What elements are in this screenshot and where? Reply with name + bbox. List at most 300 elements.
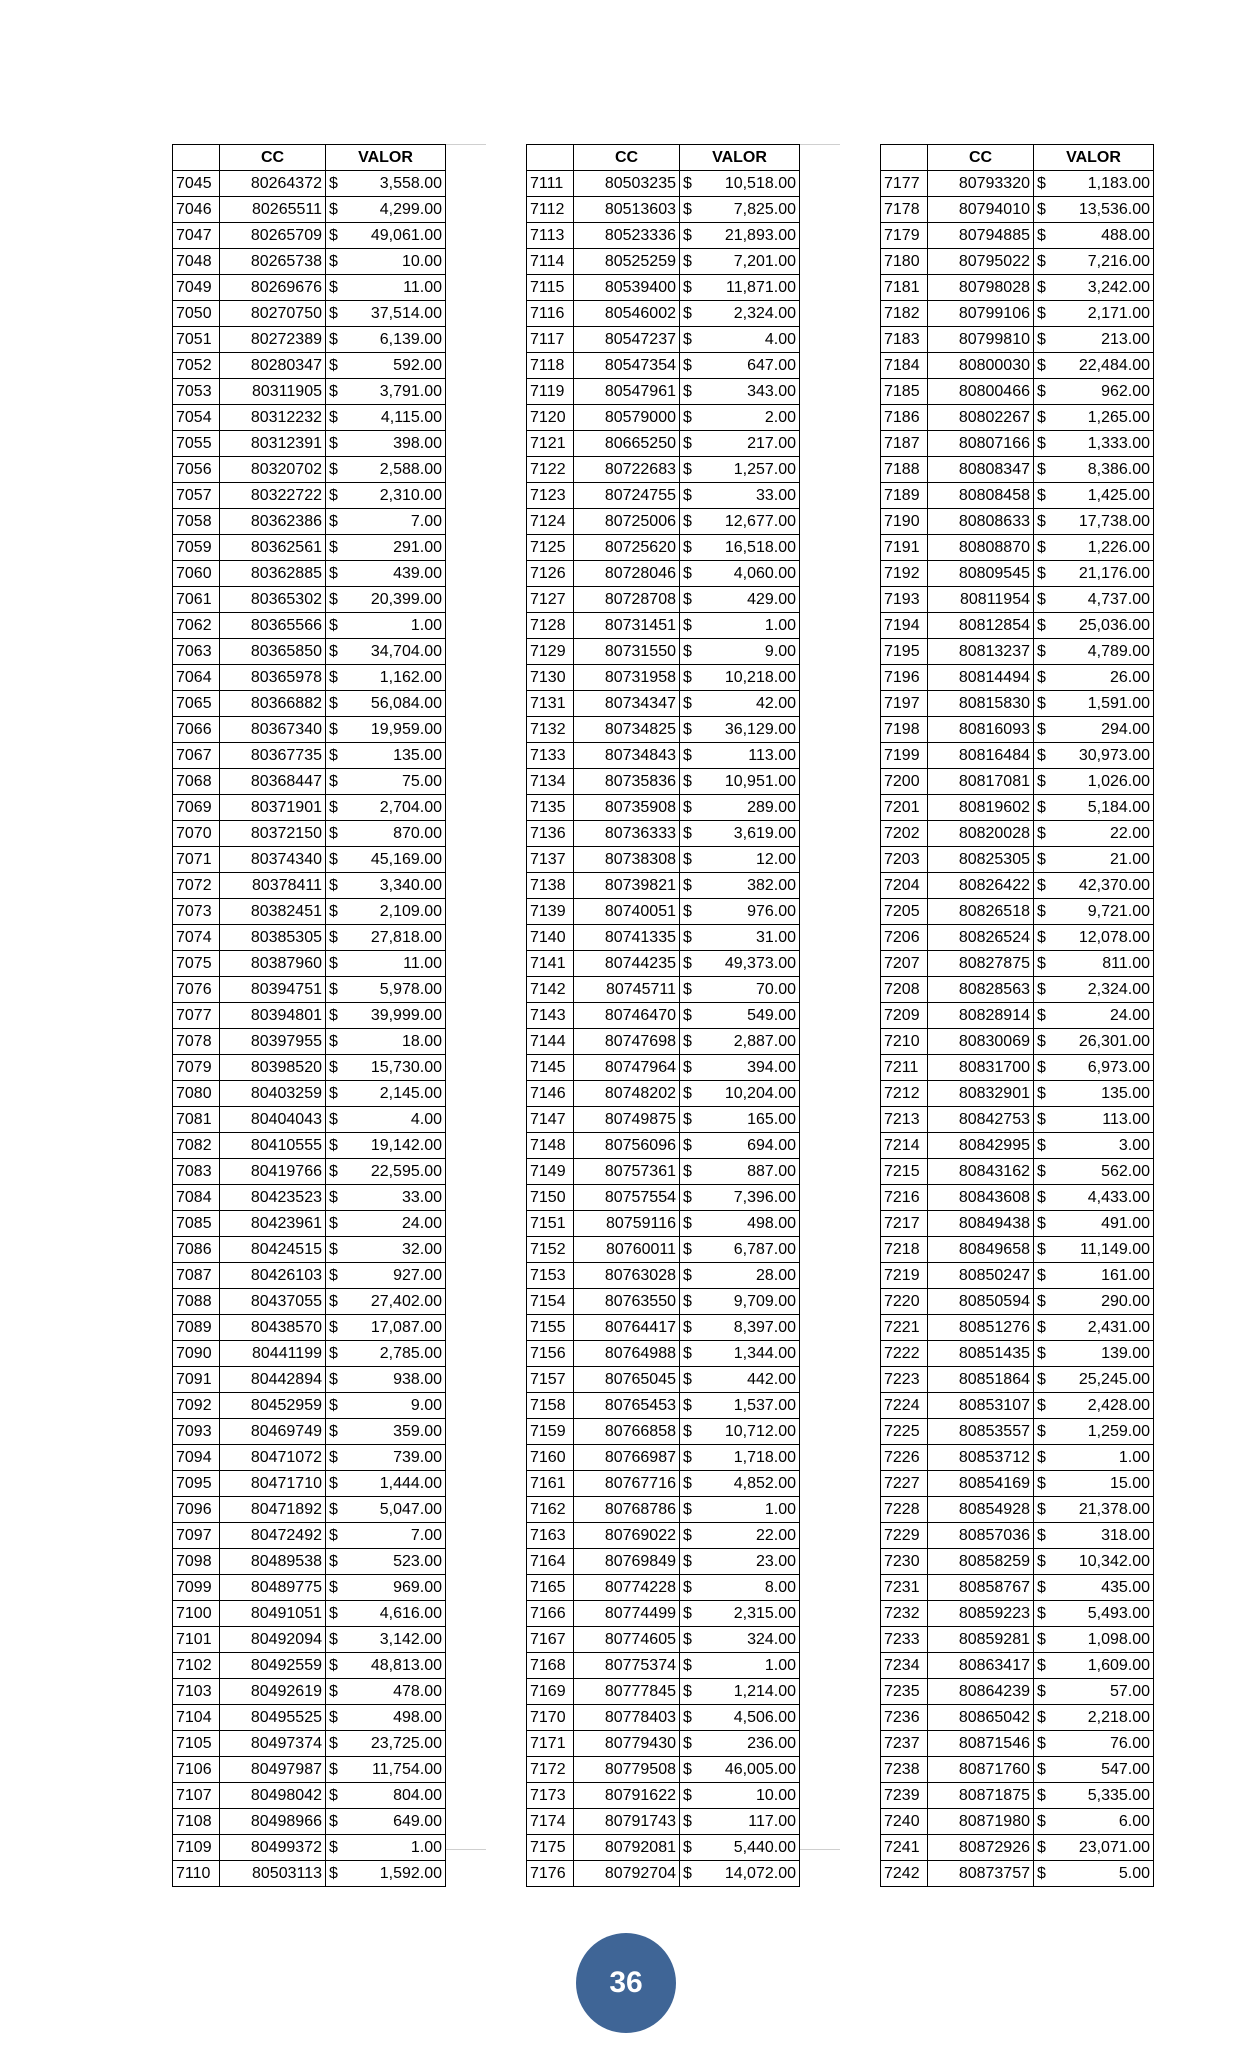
table-row [173, 717, 446, 743]
amount: 6,139.00 [379, 331, 442, 348]
amount: 382.00 [747, 877, 796, 894]
valor-cell [1034, 1367, 1154, 1393]
amount: 804.00 [393, 1787, 442, 1804]
row-index: 7194 [881, 613, 928, 639]
cc-cell: 80472492 [220, 1523, 326, 1549]
amount: 2,109.00 [379, 903, 442, 920]
table-row [527, 847, 800, 873]
currency-symbol: $ [683, 929, 692, 946]
table-row [527, 353, 800, 379]
table-row [527, 1809, 800, 1835]
cc-cell: 80497374 [220, 1731, 326, 1757]
valor-cell [1034, 717, 1154, 743]
amount: 25,245.00 [1078, 1371, 1150, 1388]
cc-cell: 80748202 [574, 1081, 680, 1107]
amount: 1,259.00 [1087, 1423, 1150, 1440]
row-index: 7171 [527, 1731, 574, 1757]
row-index: 7144 [527, 1029, 574, 1055]
row-index: 7235 [881, 1679, 928, 1705]
cc-cell: 80816093 [928, 717, 1034, 743]
table-row [881, 977, 1154, 1003]
cc-cell: 80387960 [220, 951, 326, 977]
amount: 117.00 [748, 1813, 796, 1830]
row-index: 7230 [881, 1549, 928, 1575]
table-row [881, 769, 1154, 795]
row-index: 7192 [881, 561, 928, 587]
cc-cell: 80741335 [574, 925, 680, 951]
amount: 2,704.00 [379, 799, 442, 816]
cc-cell: 80403259 [220, 1081, 326, 1107]
currency-symbol: $ [329, 955, 338, 972]
cc-cell: 80802267 [928, 405, 1034, 431]
currency-symbol: $ [329, 1137, 338, 1154]
valor-cell [326, 691, 446, 717]
amount: 7,216.00 [1087, 253, 1150, 270]
amount: 9,721.00 [1087, 903, 1150, 920]
amount: 10,951.00 [724, 773, 796, 790]
row-index: 7116 [527, 301, 574, 327]
cc-cell: 80442894 [220, 1367, 326, 1393]
amount: 3,340.00 [379, 877, 442, 894]
currency-symbol: $ [1037, 1579, 1046, 1596]
row-index: 7067 [173, 743, 220, 769]
valor-cell [680, 457, 800, 483]
amount: 398.00 [393, 435, 442, 452]
amount: 23,725.00 [370, 1735, 442, 1752]
table-row [881, 1133, 1154, 1159]
cc-cell: 80826524 [928, 925, 1034, 951]
amount: 10,204.00 [724, 1085, 796, 1102]
table-row [527, 171, 800, 197]
row-index: 7188 [881, 457, 928, 483]
valor-cell [1034, 1575, 1154, 1601]
currency-symbol: $ [683, 1631, 692, 1648]
amount: 1.00 [410, 617, 442, 634]
table-row [173, 1523, 446, 1549]
cc-cell: 80853557 [928, 1419, 1034, 1445]
currency-symbol: $ [1037, 565, 1046, 582]
cc-cell: 80792704 [574, 1861, 680, 1887]
table-row [527, 951, 800, 977]
row-index: 7096 [173, 1497, 220, 1523]
column-header-cc: CC [220, 145, 326, 171]
cc-cell: 80828914 [928, 1003, 1034, 1029]
table-row [527, 587, 800, 613]
amount: 17,738.00 [1078, 513, 1150, 530]
currency-symbol: $ [683, 617, 692, 634]
table-row [881, 275, 1154, 301]
valor-cell [680, 223, 800, 249]
amount: 2,887.00 [733, 1033, 796, 1050]
row-index: 7073 [173, 899, 220, 925]
valor-cell [680, 379, 800, 405]
cc-cell: 80311905 [220, 379, 326, 405]
valor-cell [680, 1341, 800, 1367]
valor-cell [326, 1783, 446, 1809]
table-row [527, 561, 800, 587]
row-index: 7120 [527, 405, 574, 431]
valor-cell [326, 249, 446, 275]
amount: 22.00 [755, 1527, 796, 1544]
cc-cell: 80746470 [574, 1003, 680, 1029]
currency-symbol: $ [1037, 1007, 1046, 1024]
amount: 5,493.00 [1087, 1605, 1150, 1622]
row-index: 7141 [527, 951, 574, 977]
cc-cell: 80394751 [220, 977, 326, 1003]
amount: 17,087.00 [370, 1319, 442, 1336]
cc-cell: 80365850 [220, 639, 326, 665]
valor-cell [1034, 301, 1154, 327]
valor-cell [680, 925, 800, 951]
amount: 4,060.00 [733, 565, 796, 582]
valor-cell [1034, 1237, 1154, 1263]
row-index: 7133 [527, 743, 574, 769]
valor-cell [680, 899, 800, 925]
currency-symbol: $ [329, 1839, 338, 1856]
amount: 10,518.00 [724, 175, 796, 192]
table-row [881, 899, 1154, 925]
row-index: 7062 [173, 613, 220, 639]
currency-symbol: $ [329, 981, 338, 998]
amount: 8,397.00 [733, 1319, 796, 1336]
row-index: 7121 [527, 431, 574, 457]
row-index: 7220 [881, 1289, 928, 1315]
row-index: 7069 [173, 795, 220, 821]
valor-cell [680, 691, 800, 717]
valor-cell [1034, 769, 1154, 795]
table-row [881, 1861, 1154, 1887]
row-index: 7229 [881, 1523, 928, 1549]
currency-symbol: $ [1037, 383, 1046, 400]
row-index: 7234 [881, 1653, 928, 1679]
table-row [173, 899, 446, 925]
amount: 498.00 [393, 1709, 442, 1726]
amount: 5,047.00 [379, 1501, 442, 1518]
currency-symbol: $ [683, 1657, 692, 1674]
amount: 10.00 [401, 253, 442, 270]
table-row [527, 1861, 800, 1887]
valor-cell [326, 379, 446, 405]
table-row [527, 1263, 800, 1289]
row-index: 7045 [173, 171, 220, 197]
table-row [881, 249, 1154, 275]
cc-cell: 80365566 [220, 613, 326, 639]
row-index: 7072 [173, 873, 220, 899]
row-index: 7197 [881, 691, 928, 717]
table-row [173, 873, 446, 899]
valor-cell [1034, 691, 1154, 717]
table-row [527, 1705, 800, 1731]
currency-symbol: $ [1037, 1189, 1046, 1206]
valor-cell [680, 483, 800, 509]
cc-cell: 80426103 [220, 1263, 326, 1289]
amount: 4,299.00 [379, 201, 442, 218]
table-row [527, 639, 800, 665]
table-row [173, 1185, 446, 1211]
currency-symbol: $ [683, 1683, 692, 1700]
currency-symbol: $ [1037, 331, 1046, 348]
valor-cell [680, 743, 800, 769]
currency-symbol: $ [329, 357, 338, 374]
currency-symbol: $ [329, 1007, 338, 1024]
valor-cell [680, 717, 800, 743]
amount: 12,078.00 [1078, 929, 1150, 946]
table-row [527, 1757, 800, 1783]
amount: 39,999.00 [370, 1007, 442, 1024]
currency-symbol: $ [683, 981, 692, 998]
cc-cell: 80744235 [574, 951, 680, 977]
amount: 739.00 [393, 1449, 442, 1466]
row-index: 7128 [527, 613, 574, 639]
cc-cell: 80811954 [928, 587, 1034, 613]
cc-cell: 80766858 [574, 1419, 680, 1445]
amount: 56,084.00 [370, 695, 442, 712]
currency-symbol: $ [683, 1007, 692, 1024]
amount: 7,825.00 [733, 201, 796, 218]
valor-cell [326, 1393, 446, 1419]
cc-cell: 80725620 [574, 535, 680, 561]
amount: 33.00 [755, 487, 796, 504]
valor-cell [680, 1107, 800, 1133]
amount: 962.00 [1101, 383, 1150, 400]
currency-symbol: $ [1037, 1761, 1046, 1778]
column-header-valor: VALOR [1034, 145, 1154, 171]
cc-cell: 80312391 [220, 431, 326, 457]
table-row [527, 223, 800, 249]
currency-symbol: $ [329, 1397, 338, 1414]
table-row [173, 613, 446, 639]
table-row [881, 1445, 1154, 1471]
row-index: 7104 [173, 1705, 220, 1731]
currency-symbol: $ [1037, 1657, 1046, 1674]
currency-symbol: $ [1037, 1813, 1046, 1830]
amount: 2,310.00 [379, 487, 442, 504]
row-index: 7203 [881, 847, 928, 873]
cc-cell: 80842753 [928, 1107, 1034, 1133]
amount: 1.00 [764, 1501, 796, 1518]
row-index: 7083 [173, 1159, 220, 1185]
currency-symbol: $ [1037, 1683, 1046, 1700]
currency-symbol: $ [683, 175, 692, 192]
table-row [173, 1133, 446, 1159]
table-row [173, 951, 446, 977]
currency-symbol: $ [683, 1033, 692, 1050]
table-row [173, 457, 446, 483]
amount: 887.00 [747, 1163, 796, 1180]
valor-cell [1034, 249, 1154, 275]
table-row [527, 1497, 800, 1523]
table-row [173, 301, 446, 327]
cc-cell: 80757361 [574, 1159, 680, 1185]
currency-symbol: $ [329, 1657, 338, 1674]
amount: 7,396.00 [733, 1189, 796, 1206]
cc-cell: 80759116 [574, 1211, 680, 1237]
table-row [173, 1835, 446, 1861]
amount: 22,484.00 [1078, 357, 1150, 374]
table-row [881, 1705, 1154, 1731]
cc-cell: 80498966 [220, 1809, 326, 1835]
cc-cell: 80441199 [220, 1341, 326, 1367]
table-row [527, 1341, 800, 1367]
valor-cell [326, 1523, 446, 1549]
currency-symbol: $ [1037, 513, 1046, 530]
valor-cell [680, 1185, 800, 1211]
amount: 7.00 [410, 1527, 442, 1544]
amount: 1,425.00 [1087, 487, 1150, 504]
row-index: 7056 [173, 457, 220, 483]
row-index: 7162 [527, 1497, 574, 1523]
amount: 9,709.00 [733, 1293, 796, 1310]
table-row [881, 1393, 1154, 1419]
valor-cell [326, 1081, 446, 1107]
amount: 27,818.00 [370, 929, 442, 946]
valor-cell [680, 1211, 800, 1237]
amount: 113.00 [1102, 1111, 1150, 1128]
cc-cell: 80872926 [928, 1835, 1034, 1861]
valor-cell [680, 1627, 800, 1653]
cc-cell: 80851864 [928, 1367, 1034, 1393]
currency-symbol: $ [1037, 279, 1046, 296]
cc-cell: 80374340 [220, 847, 326, 873]
currency-symbol: $ [1037, 955, 1046, 972]
table-row [881, 1185, 1154, 1211]
amount: 3,791.00 [379, 383, 442, 400]
amount: 1.00 [764, 1657, 796, 1674]
valor-cell [326, 327, 446, 353]
table-row [527, 717, 800, 743]
cc-cell: 80865042 [928, 1705, 1034, 1731]
currency-symbol: $ [683, 1059, 692, 1076]
amount: 4.00 [764, 331, 796, 348]
currency-symbol: $ [1037, 1605, 1046, 1622]
row-index: 7199 [881, 743, 928, 769]
currency-symbol: $ [1037, 1059, 1046, 1076]
table-row [527, 1731, 800, 1757]
cc-cell: 80731451 [574, 613, 680, 639]
table-row [173, 431, 446, 457]
currency-symbol: $ [329, 1033, 338, 1050]
amount: 2,218.00 [1087, 1709, 1150, 1726]
valor-cell [326, 1419, 446, 1445]
amount: 13,536.00 [1078, 201, 1150, 218]
row-index: 7227 [881, 1471, 928, 1497]
currency-symbol: $ [683, 1553, 692, 1570]
amount: 1.00 [764, 617, 796, 634]
cc-cell: 80826518 [928, 899, 1034, 925]
valor-cell [326, 613, 446, 639]
valor-cell [680, 509, 800, 535]
valor-cell [326, 1237, 446, 1263]
cc-cell: 80469749 [220, 1419, 326, 1445]
header-row [881, 145, 1154, 171]
currency-symbol: $ [1037, 747, 1046, 764]
table-row [527, 1003, 800, 1029]
amount: 49,373.00 [724, 955, 796, 972]
table-row [173, 1445, 446, 1471]
table-row [527, 275, 800, 301]
row-index: 7075 [173, 951, 220, 977]
currency-symbol: $ [683, 1527, 692, 1544]
valor-cell [680, 639, 800, 665]
table-row [173, 743, 446, 769]
row-index: 7092 [173, 1393, 220, 1419]
cc-cell: 80740051 [574, 899, 680, 925]
table-row [881, 951, 1154, 977]
cc-cell: 80830069 [928, 1029, 1034, 1055]
valor-cell [326, 1003, 446, 1029]
row-index: 7179 [881, 223, 928, 249]
table-row [881, 535, 1154, 561]
row-index: 7152 [527, 1237, 574, 1263]
valor-cell [1034, 197, 1154, 223]
row-index: 7123 [527, 483, 574, 509]
row-index: 7110 [173, 1861, 220, 1887]
table-row [173, 1029, 446, 1055]
table-row [881, 1367, 1154, 1393]
table-block-3 [880, 144, 1154, 1887]
amount: 2,315.00 [733, 1605, 796, 1622]
amount: 2,324.00 [1087, 981, 1150, 998]
data-table [880, 144, 1154, 1887]
table-row [173, 1757, 446, 1783]
table-row [173, 535, 446, 561]
table-row [881, 1107, 1154, 1133]
valor-cell [680, 847, 800, 873]
currency-symbol: $ [1037, 1215, 1046, 1232]
currency-symbol: $ [329, 1579, 338, 1596]
row-index: 7053 [173, 379, 220, 405]
cc-cell: 80495525 [220, 1705, 326, 1731]
amount: 20,399.00 [370, 591, 442, 608]
valor-cell [680, 1549, 800, 1575]
cc-cell: 80728708 [574, 587, 680, 613]
currency-symbol: $ [1037, 695, 1046, 712]
amount: 547.00 [1101, 1761, 1150, 1778]
currency-symbol: $ [683, 357, 692, 374]
row-index: 7186 [881, 405, 928, 431]
currency-symbol: $ [683, 643, 692, 660]
row-index: 7146 [527, 1081, 574, 1107]
row-index: 7195 [881, 639, 928, 665]
row-index: 7108 [173, 1809, 220, 1835]
cc-cell: 80777845 [574, 1679, 680, 1705]
valor-cell [1034, 1471, 1154, 1497]
currency-symbol: $ [683, 1423, 692, 1440]
currency-symbol: $ [683, 1241, 692, 1258]
table-row [881, 821, 1154, 847]
currency-symbol: $ [329, 1371, 338, 1388]
page-number: 36 [609, 1966, 643, 1999]
row-index: 7176 [527, 1861, 574, 1887]
row-index: 7214 [881, 1133, 928, 1159]
currency-symbol: $ [683, 773, 692, 790]
row-index: 7228 [881, 1497, 928, 1523]
valor-cell [326, 1575, 446, 1601]
currency-symbol: $ [683, 1579, 692, 1596]
row-index: 7170 [527, 1705, 574, 1731]
valor-cell [680, 873, 800, 899]
valor-cell [680, 795, 800, 821]
valor-cell [1034, 743, 1154, 769]
row-index: 7082 [173, 1133, 220, 1159]
amount: 28.00 [755, 1267, 796, 1284]
cc-cell: 80831700 [928, 1055, 1034, 1081]
row-index: 7114 [527, 249, 574, 275]
amount: 42,370.00 [1078, 877, 1150, 894]
cc-cell: 80394801 [220, 1003, 326, 1029]
cc-cell: 80854928 [928, 1497, 1034, 1523]
cc-cell: 80871760 [928, 1757, 1034, 1783]
